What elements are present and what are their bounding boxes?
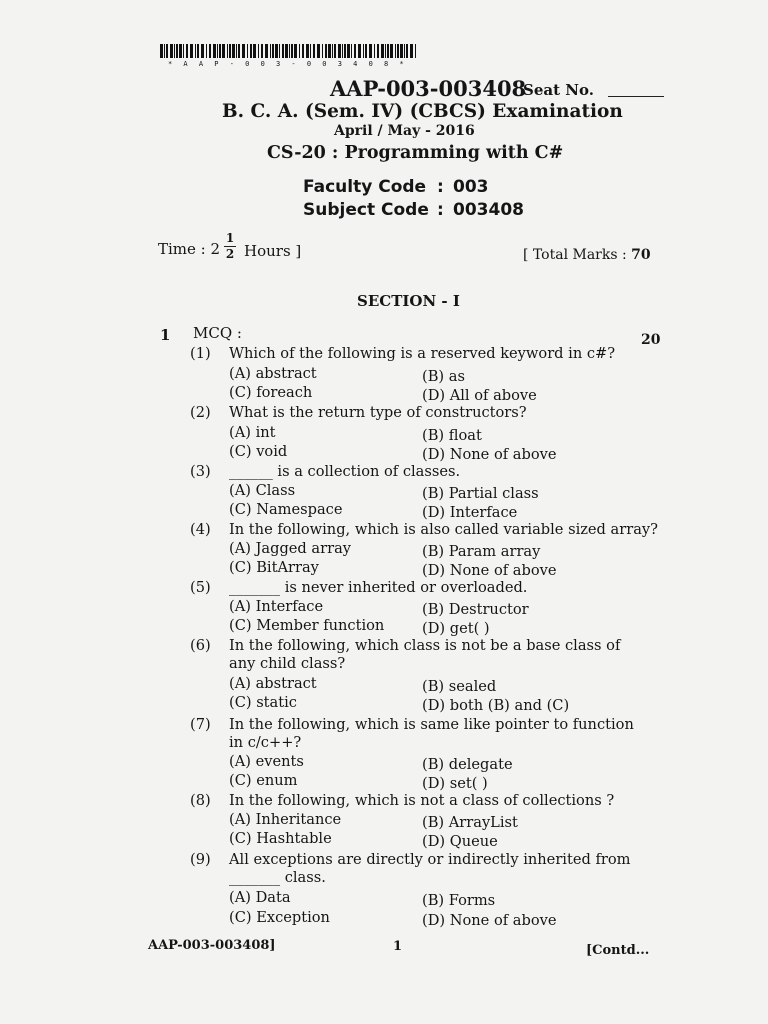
- footer-page-number: 1: [393, 939, 403, 954]
- subject-code-colon: :: [437, 200, 444, 220]
- option-1-b: (B) as: [422, 368, 465, 385]
- question-number-5: (5): [190, 579, 211, 596]
- option-9-d: (D) None of above: [422, 912, 557, 929]
- option-6-c: (C) static: [229, 694, 297, 711]
- total-marks: [523, 247, 651, 263]
- question-text-9: _______ class.: [229, 869, 326, 886]
- subject-title: CS-20 : Programming with C#: [267, 143, 564, 163]
- question-text-2: What is the return type of constructors?: [229, 404, 527, 421]
- question-number: 1: [160, 326, 171, 344]
- option-7-c: (C) enum: [229, 772, 298, 789]
- paper-code: AAP-003-003408: [330, 76, 527, 101]
- question-number-7: (7): [190, 716, 211, 733]
- question-text-7: in c/c++?: [229, 734, 302, 751]
- option-9-a: (A) Data: [229, 889, 291, 906]
- barcode-digits: * A A P - 0 0 3 - 0 0 3 4 0 8 *: [168, 60, 408, 68]
- option-5-c: (C) Member function: [229, 617, 385, 634]
- section-marks: 20: [641, 332, 661, 348]
- time-unit: Hours ]: [244, 242, 302, 260]
- footer-continued: [Contd...: [586, 943, 650, 958]
- option-4-d: (D) None of above: [422, 562, 557, 579]
- mcq-label: MCQ :: [193, 324, 242, 342]
- option-6-b: (B) sealed: [422, 678, 497, 695]
- option-7-d: (D) set( ): [422, 775, 488, 792]
- option-6-a: (A) abstract: [229, 675, 317, 692]
- time-fraction-denominator: 2: [225, 247, 235, 261]
- option-7-b: (B) delegate: [422, 756, 513, 773]
- option-9-c: (C) Exception: [229, 909, 330, 926]
- option-4-a: (A) Jagged array: [229, 540, 352, 557]
- option-3-b: (B) Partial class: [422, 485, 539, 502]
- option-7-a: (A) events: [229, 753, 304, 770]
- footer-paper-code: AAP-003-003408]: [148, 938, 276, 953]
- option-2-d: (D) None of above: [422, 446, 557, 463]
- option-5-b: (B) Destructor: [422, 601, 529, 618]
- option-5-a: (A) Interface: [229, 598, 324, 615]
- option-1-a: (A) abstract: [229, 365, 317, 382]
- question-text-3: ______ is a collection of classes.: [229, 463, 461, 480]
- question-text-6: In the following, which class is not be a base class of: [229, 637, 621, 654]
- option-2-c: (C) void: [229, 443, 288, 460]
- question-text-5: _______ is never inherited or overloaded.: [229, 579, 528, 596]
- exam-date: April / May - 2016: [334, 123, 475, 139]
- option-1-c: (C) foreach: [229, 384, 313, 401]
- option-8-d: (D) Queue: [422, 833, 498, 850]
- option-8-b: (B) ArrayList: [422, 814, 518, 831]
- option-2-b: (B) float: [422, 427, 482, 444]
- subject-code-label: Subject Code: [303, 200, 429, 220]
- question-text-4: In the following, which is also called variable sized array?: [229, 521, 658, 538]
- question-text-1: Which of the following is a reserved keyword in c#?: [229, 345, 616, 362]
- question-number-6: (6): [190, 637, 211, 654]
- option-3-c: (C) Namespace: [229, 501, 343, 518]
- option-1-d: (D) All of above: [422, 387, 537, 404]
- option-8-a: (A) Inheritance: [229, 811, 342, 828]
- question-number-2: (2): [190, 404, 211, 421]
- total-marks-value: 70: [631, 247, 651, 263]
- subject-code-value: 003408: [453, 200, 524, 220]
- option-5-d: (D) get( ): [422, 620, 490, 637]
- faculty-code-colon: :: [437, 177, 444, 197]
- time-fraction: [224, 232, 236, 261]
- section-title: SECTION - I: [357, 292, 460, 310]
- time-fraction-numerator: 1: [225, 231, 235, 245]
- option-8-c: (C) Hashtable: [229, 830, 332, 847]
- faculty-code-label: Faculty Code: [303, 177, 427, 197]
- option-4-c: (C) BitArray: [229, 559, 319, 576]
- question-text-9: All exceptions are directly or indirectly inherited from: [229, 851, 631, 868]
- option-3-d: (D) Interface: [422, 504, 518, 521]
- total-marks-label: [ Total Marks :: [523, 247, 627, 263]
- option-4-b: (B) Param array: [422, 543, 541, 560]
- question-number-4: (4): [190, 521, 211, 538]
- question-number-1: (1): [190, 345, 211, 362]
- seat-label: Seat No.: [523, 81, 594, 99]
- option-9-b: (B) Forms: [422, 892, 496, 909]
- exam-title: B. C. A. (Sem. IV) (CBCS) Examination: [222, 101, 623, 122]
- faculty-code-value: 003: [453, 177, 489, 197]
- question-number-8: (8): [190, 792, 211, 809]
- question-text-7: In the following, which is same like pointer to function: [229, 716, 634, 733]
- question-number-3: (3): [190, 463, 211, 480]
- question-number-9: (9): [190, 851, 211, 868]
- option-6-d: (D) both (B) and (C): [422, 697, 570, 714]
- seat-number-blank: [608, 96, 664, 97]
- question-text-8: In the following, which is not a class of collections ?: [229, 792, 615, 809]
- question-text-6: any child class?: [229, 655, 346, 672]
- time-label: Time : 2: [158, 240, 221, 258]
- option-3-a: (A) Class: [229, 482, 296, 499]
- option-2-a: (A) int: [229, 424, 276, 441]
